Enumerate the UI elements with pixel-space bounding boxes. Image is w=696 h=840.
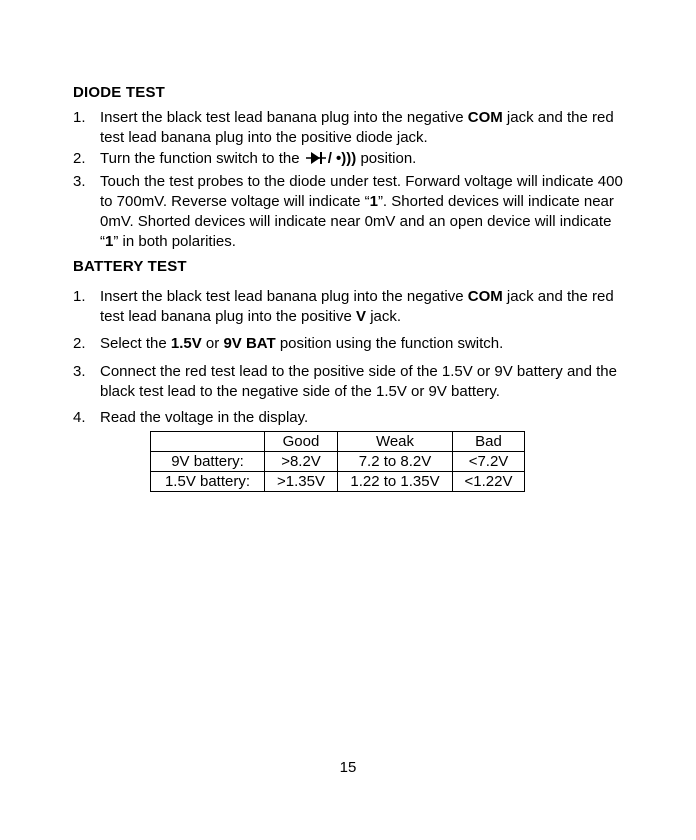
page-number: 15 <box>339 759 357 776</box>
battery-step-2 <box>73 334 633 354</box>
step-number: 3. <box>73 363 86 380</box>
diode-step-1 <box>73 108 633 148</box>
table-cell: 9V battery: <box>151 452 265 472</box>
battery-test-heading: BATTERY TEST <box>73 258 187 275</box>
step-number: 1. <box>73 109 86 126</box>
table-cell: <1.22V <box>453 472 525 492</box>
battery-step-4 <box>73 408 633 428</box>
step-text: Insert the black test lead banana plug into the negative COM jack and the red test lead banana plug into the positive diode jack. <box>100 109 614 146</box>
step-text: Read the voltage in the display. <box>100 409 309 426</box>
table-cell: Bad <box>453 432 525 452</box>
diode-step-3 <box>73 172 633 252</box>
table-cell: 7.2 to 8.2V <box>338 452 453 472</box>
step-text: Turn the function switch to the / •))) position. <box>100 150 417 167</box>
table-row <box>151 452 525 472</box>
diode-step-2 <box>73 149 633 169</box>
step-text: Touch the test probes to the diode under test. Forward voltage will indicate 400 to 700mV. Reverse voltage will indicate “1”. Shorted devices will indicate near 0mV. Shorted devices will indicate near 0mV and an open device will indicate “1” in both polarities. <box>100 173 623 250</box>
table-cell: 1.22 to 1.35V <box>338 472 453 492</box>
table-header-row <box>151 432 525 452</box>
table-cell: >1.35V <box>265 472 338 492</box>
step-number: 2. <box>73 335 86 352</box>
step-text: Select the 1.5V or 9V BAT position using the function switch. <box>100 335 504 352</box>
battery-step-1 <box>73 287 633 327</box>
table-cell: Weak <box>338 432 453 452</box>
battery-step-3 <box>73 362 633 402</box>
diode-test-heading: DIODE TEST <box>73 84 166 101</box>
diode-icon <box>306 151 326 165</box>
step-number: 2. <box>73 150 86 167</box>
table-row <box>151 472 525 492</box>
battery-voltage-table <box>150 431 525 492</box>
table-cell: 1.5V battery: <box>151 472 265 492</box>
table-cell: <7.2V <box>453 452 525 472</box>
table-cell: Good <box>265 432 338 452</box>
table-cell: >8.2V <box>265 452 338 472</box>
step-number: 4. <box>73 409 86 426</box>
table-cell <box>151 432 265 452</box>
step-number: 1. <box>73 288 86 305</box>
step-number: 3. <box>73 173 86 190</box>
step-text: Insert the black test lead banana plug into the negative COM jack and the red test lead banana plug into the positive V jack. <box>100 288 614 325</box>
step-text: Connect the red test lead to the positive side of the 1.5V or 9V battery and the black test lead to the negative side of the 1.5V or 9V battery. <box>100 363 617 400</box>
